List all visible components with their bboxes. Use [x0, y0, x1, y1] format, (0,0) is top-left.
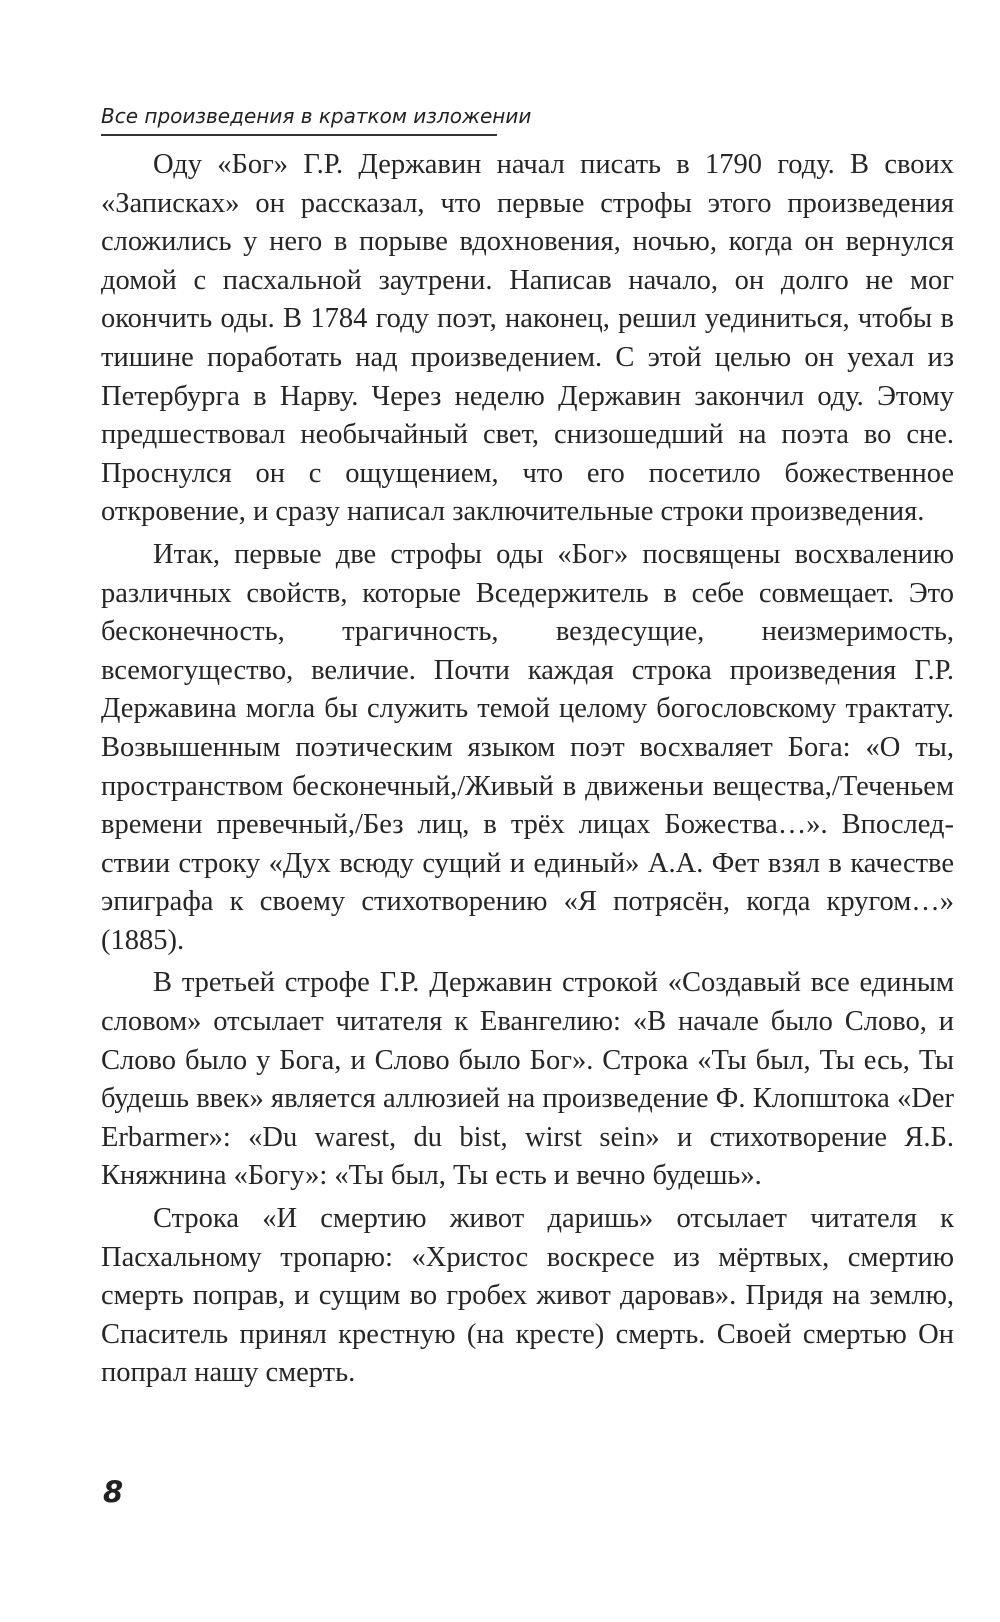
paragraph-2: Итак, первые две строфы оды «Бог» посвящены восхвалению различных свойств, которые Вседержитель в себе совмещает. Это бесконечность, трагичность, вездесущие, неизмеримость, всемогущество, величие. Почти каждая строка произведения Г.Р. Державина могла бы служить темой целому богословскому трактату. Возвышенным поэтическим языком поэт восхваляет Бога: «О ты, пространством бесконечный,/Живый в движеньи вещества,/Теченьем времени превечный,/Без лиц, в трёх лицах Божества…». Впоследствии строку «Дух всюду сущий и единый» А.А. Фет взял в качестве эпиграфа к своему стихотворению «Я потрясён, когда кругом…» (1885).	[101, 538, 954, 956]
page-number: 8	[103, 1475, 124, 1509]
body-text	[101, 146, 954, 1393]
paragraph-1: Оду «Бог» Г.Р. Державин начал писать в 1790 году. В своих «Записках» он рассказал, что первые строфы этого произведения сложились у него в порыве вдохновения, ночью, когда он вернулся домой с пасхальной заутрени. Написав начало, он долго не мог окончить оды. В 1784 году поэт, наконец, решил уединиться, чтобы в тишине поработать над произведением. С этой целью он уехал из Петербурга в Нарву. Через неделю Державин закончил оду. Этому предшествовал необычайный свет, снизошедший на поэта во сне. Проснулся он с ощущением, что его посетило божественное откровение, и сразу написал заключительные строки произведения.	[101, 149, 954, 528]
paragraph-4: Строка «И смертию живот даришь» отсылает читателя к Пасхальному тропарю: «Христос воскресе из мёртвых, смертию смерть поправ, и сущим во гробех живот даровав». Придя на землю, Спаситель принял крестную (на кресте) смерть. Своей смертью Он попрал нашу смерть.	[101, 1203, 954, 1389]
paragraph-3: В третьей строфе Г.Р. Державин строкой «Создавый все единым словом» отсылает читателя к Евангелию: «В начале было Слово, и Слово было у Бога, и Слово было Бог». Строка «Ты был, Ты есь, Ты будешь ввек» является аллюзией на произведение Ф. Клопштока «Der Erbarmer»: «Du warest, du bist, wirst sein» и стихотворение Я.Б. Княжнина «Богу»: «Ты был, Ты есть и вечно будешь».	[101, 967, 954, 1192]
running-head: Все произведения в кратком изложении	[101, 102, 497, 136]
